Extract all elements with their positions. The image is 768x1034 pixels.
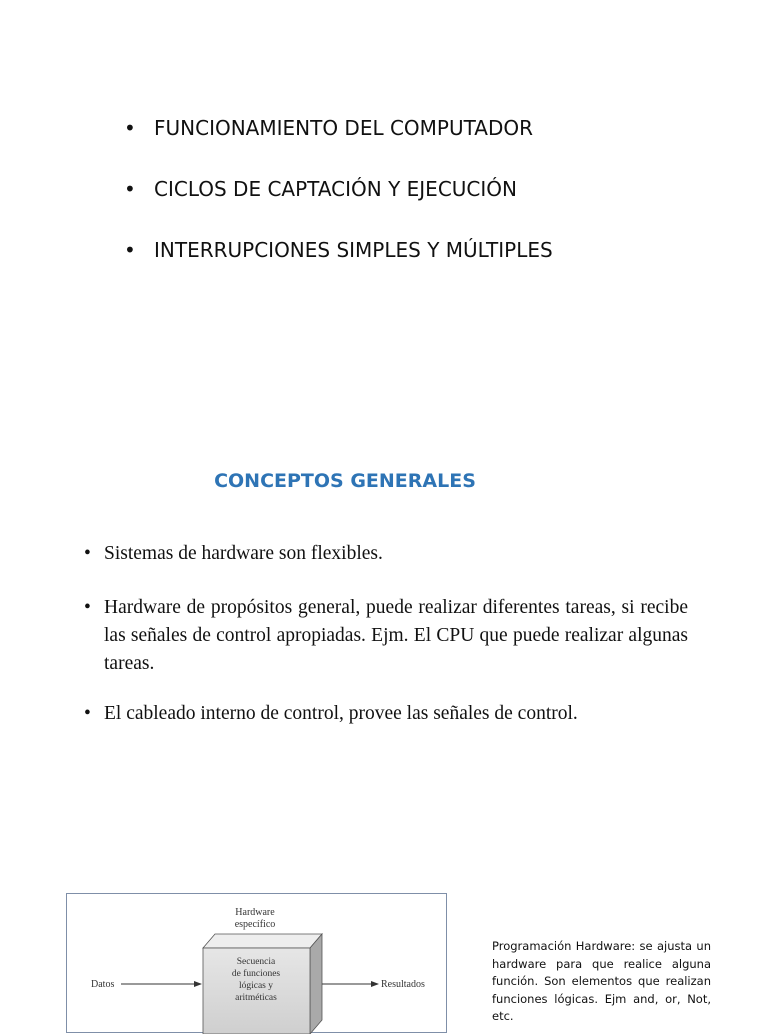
- cube-label: lógicas y: [238, 981, 274, 991]
- cube-top-face: [203, 934, 322, 948]
- section-title: CONCEPTOS GENERALES: [214, 470, 476, 492]
- concept-item: [84, 540, 688, 568]
- agenda-item: [124, 110, 553, 171]
- concept-item-text: Sistemas de hardware son flexibles.: [104, 543, 383, 564]
- cube-side-face: [310, 934, 322, 1034]
- bullet: •: [124, 177, 136, 201]
- concept-item-text: El cableado interno de control, provee las señales de control.: [104, 703, 578, 724]
- cube-label: de funciones: [231, 969, 281, 979]
- agenda-item-text: FUNCIONAMIENTO DEL COMPUTADOR: [154, 116, 534, 140]
- figure-top-label: Hardware: [235, 907, 275, 918]
- agenda-item: [124, 171, 553, 232]
- concepts-list: [84, 540, 688, 754]
- cube-label: aritméticas: [235, 993, 277, 1003]
- bullet: •: [124, 238, 136, 262]
- hardware-diagram: [67, 894, 448, 1034]
- concept-item: [84, 700, 688, 728]
- concept-item: [84, 594, 688, 678]
- agenda-item: [124, 232, 553, 293]
- figure-top-label: específico: [234, 919, 276, 930]
- bullet: •: [84, 543, 91, 564]
- bullet: •: [84, 597, 91, 618]
- cube-label: Secuencia: [236, 957, 276, 967]
- bullet: •: [84, 703, 91, 724]
- input-label: Datos: [91, 979, 115, 990]
- agenda-item-text: CICLOS DE CAPTACIÓN Y EJECUCIÓN: [154, 177, 517, 201]
- agenda-list: [124, 110, 553, 293]
- hardware-figure: [66, 893, 447, 1033]
- output-label: Resultados: [381, 979, 425, 990]
- agenda-item-text: INTERRUPCIONES SIMPLES Y MÚLTIPLES: [154, 238, 553, 262]
- side-note: Programación Hardware: se ajusta un hardware para que realice alguna función. Son elementos que realizan funciones lógicas. Ejm and, or, Not, etc.: [492, 939, 711, 1023]
- bullet: •: [124, 116, 136, 140]
- concept-item-text: Hardware de propósitos general, puede realizar diferentes tareas, si recibe las señales de control apropiadas. Ejm. El CPU que puede realizar algunas tareas.: [104, 597, 688, 674]
